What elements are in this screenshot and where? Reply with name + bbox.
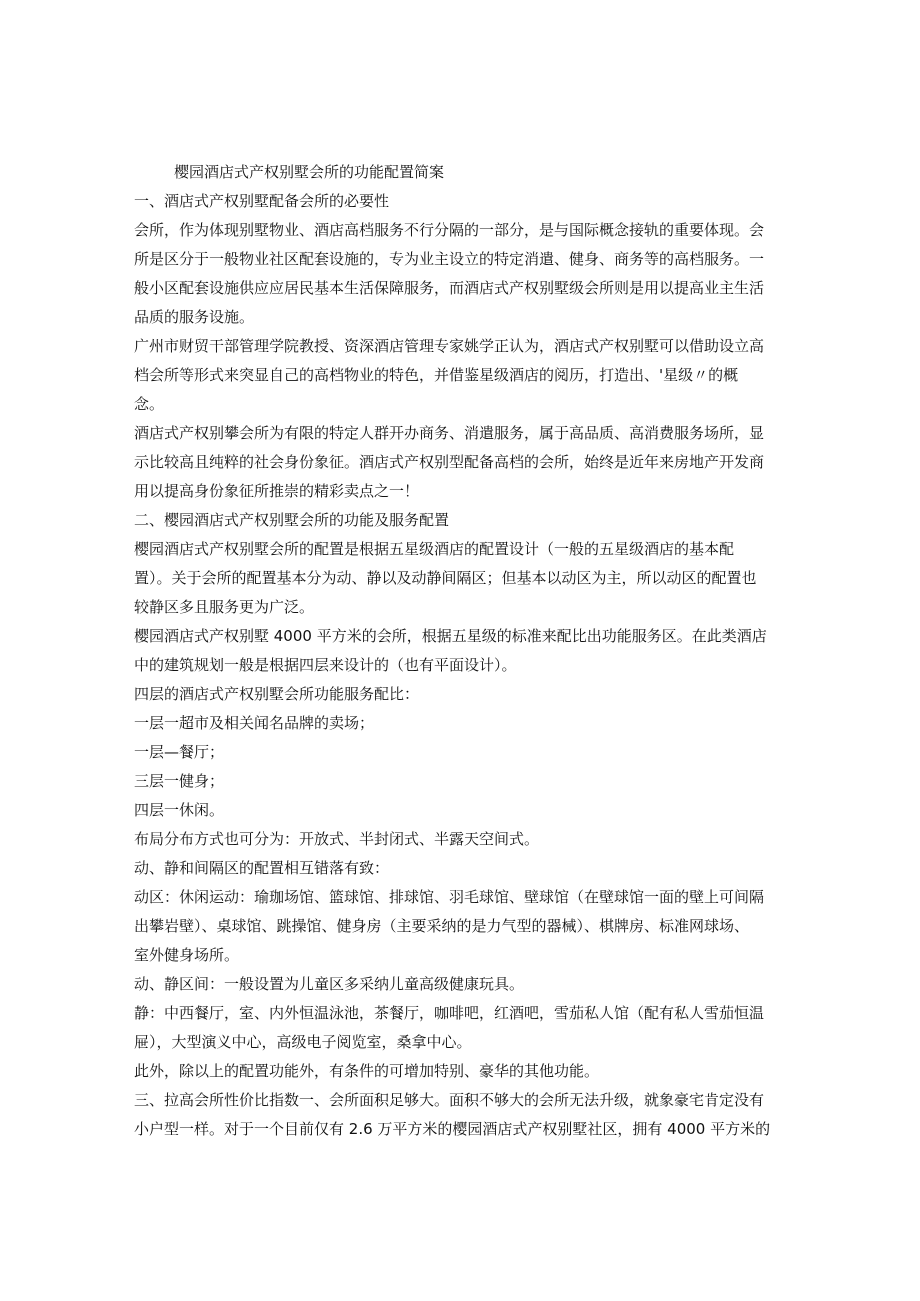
paragraph-expert-opinion <box>134 332 786 419</box>
text-line: 示比较高且纯粹的社会身份象征。酒店式产权别型配备高档的会所，始终是近年来房地产开发商 <box>134 453 765 471</box>
text-line: 中的建筑规划一般是根据四层来设计的（也有平面设计）。 <box>134 656 517 674</box>
floor-item: 四层一休闲。 <box>134 801 225 819</box>
text-line: 屉），大型演义中心，高级电子阅览室，桑拿中心。 <box>134 1033 472 1051</box>
text-line: 较静区多且服务更为广泛。 <box>134 598 315 616</box>
paragraph-static-zone <box>134 999 786 1057</box>
document-page <box>134 158 786 1144</box>
text-line: 置）。关于会所的配置基本分为动、静以及动静间隔区；但基本以动区为主，所以动区的配置也 <box>134 569 757 587</box>
text-line: 樱园酒店式产权别墅会所的配置是根据五星级酒店的配置设计（一般的五星级酒店的基本配 <box>134 540 735 558</box>
paragraph-status-symbol <box>134 419 786 506</box>
paragraph-configuration <box>134 535 786 622</box>
text-line: 出攀岩壁）、桌球馆、跳操馆、健身房（主要采纳的是力气型的器械）、棋牌房、标准网球场、 <box>134 917 750 935</box>
text-line: 般小区配套设施供应应居民基本生活保障服务，而酒店式产权别墅级会所则是用以提高业主生活 <box>134 279 765 297</box>
mixed-zone-line: 动、静区间：一般设置为儿童区多采纳儿童高级健康玩具。 <box>134 975 525 993</box>
paragraph-clubhouse-definition <box>134 216 786 332</box>
floor-item: 一层一超市及相关闻名品牌的卖场； <box>134 714 375 732</box>
text-line: 品质的服务设施。 <box>134 308 255 326</box>
text-line: 樱园酒店式产权别墅 4000 平方米的会所，根据五星级的标准来配比出功能服务区。在此类酒店 <box>134 627 767 645</box>
text-line: 动区：休闲运动：瑜珈场馆、篮球馆、排球馆、羽毛球馆、壁球馆（在壁球馆一面的壁上可间隔 <box>134 888 765 906</box>
floor-item: 三层一健身； <box>134 772 225 790</box>
text-line: 三、拉高会所性价比指数一、会所面积足够大。面积不够大的会所无法升级，就象豪宅肯定没有 <box>134 1091 765 1109</box>
section-heading-2: 二、樱园酒店式产权别墅会所的功能及服务配置 <box>134 511 450 529</box>
text-line: 念。 <box>134 395 165 413</box>
text-line: 室外健身场所。 <box>134 946 240 964</box>
zones-intro: 动、静和间隔区的配置相互错落有致： <box>134 859 390 877</box>
document-title: 樱园酒店式产权别墅会所的功能配置简案 <box>174 163 445 181</box>
text-line: 酒店式产权别攀会所为有限的特定人群开办商务、消遣服务，属于高品质、高消费服务场所，显 <box>134 424 765 442</box>
text-line: 广州市财贸干部管理学院教授、资深酒店管理专家姚学正认为，酒店式产权别墅可以借助设立高 <box>134 337 765 355</box>
layout-line: 布局分布方式也可分为：开放式、半封闭式、半露天空间式。 <box>134 830 540 848</box>
paragraph-area <box>134 622 786 680</box>
text-line: 小户型一样。对于一个目前仅有 2.6 万平方米的樱园酒店式产权别墅社区，拥有 4000 平方米的 <box>134 1120 771 1138</box>
floor-item: 一层—餐厅； <box>134 743 225 761</box>
section-heading-1: 一、酒店式产权别墅配备会所的必要性 <box>134 192 390 210</box>
text-line: 会所，作为体现别墅物业、酒店高档服务不行分隔的一部分，是与国际概念接轨的重要体现。会 <box>134 221 765 239</box>
paragraph-dynamic-zone <box>134 883 786 970</box>
text-line: 档会所等形式来突显自己的高档物业的特色，并借鉴星级酒店的阅历，打造出、'星级〃的概 <box>134 366 739 384</box>
text-line: 静：中西餐厅，室、内外恒温泳池，茶餐厅，咖啡吧，红酒吧，雪茄私人馆（配有私人雪茄恒温 <box>134 1004 765 1022</box>
text-line: 用以提高身份象征所推崇的精彩卖点之一！ <box>134 482 420 500</box>
extra-functions-line: 此外，除以上的配置功能外，有条件的可增加特别、豪华的其他功能。 <box>134 1062 600 1080</box>
text-line: 所是区分于一般物业社区配套设施的，专为业主设立的特定消遣、健身、商务等的高档服务。一 <box>134 250 765 268</box>
floors-intro: 四层的酒店式产权别墅会所功能服务配比： <box>134 685 420 703</box>
paragraph-section-3 <box>134 1086 786 1144</box>
